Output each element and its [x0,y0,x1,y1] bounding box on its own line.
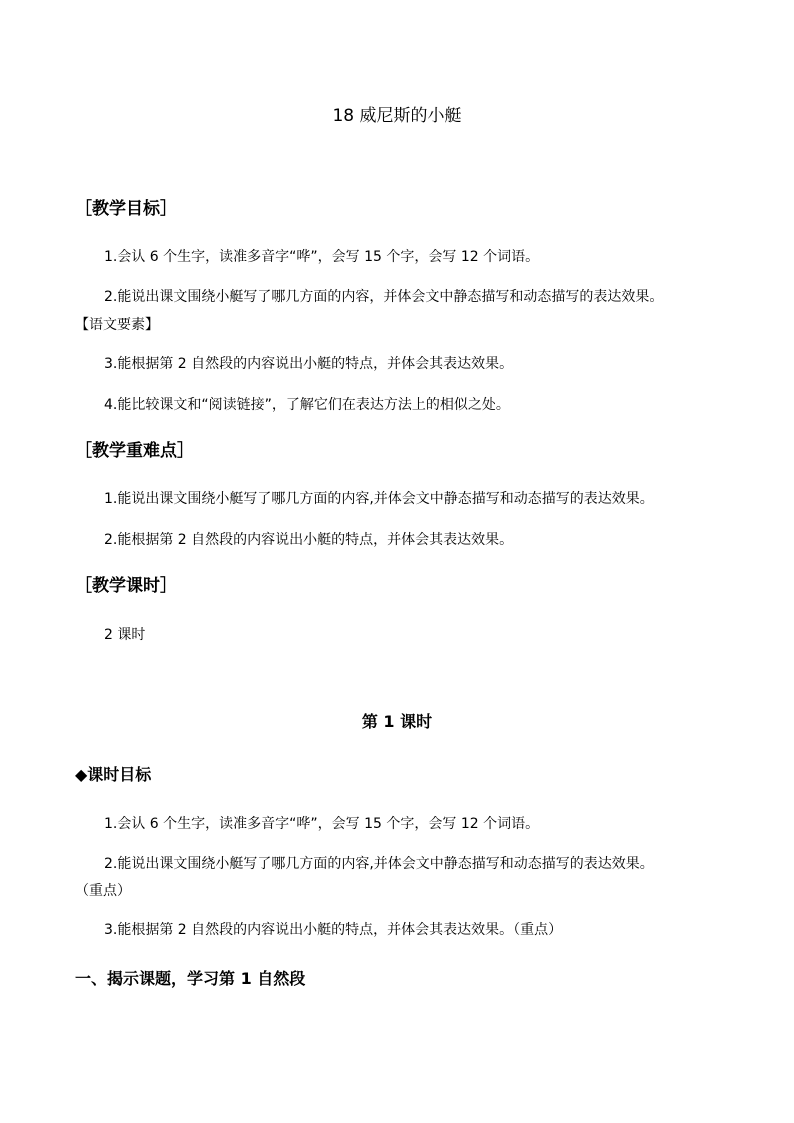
goal-item-2-note: 【语文要素】 [75,317,159,333]
goal-item-4: 4.能比较课文和“阅读链接”，了解它们在表达方法上的相似之处。 [104,397,510,413]
key-point-item-1: 1.能说出课文围绕小艇写了哪几方面的内容,并体会文中静态描写和动态描写的表达效果。 [104,491,654,507]
lesson-goal-item-2: 2.能说出课文围绕小艇写了哪几方面的内容,并体会文中静态描写和动态描写的表达效果。 [104,856,654,872]
lesson-goal-item-3: 3.能根据第 2 自然段的内容说出小艇的特点，并体会其表达效果。（重点） [104,922,563,938]
step-1-heading: 一、揭示课题，学习第 1 自然段 [75,969,306,988]
goal-item-2: 2.能说出课文围绕小艇写了哪几方面的内容，并体会文中静态描写和动态描写的表达效果。 [104,289,664,305]
section-heading-key-points: ［教学重难点］ [75,441,194,461]
document-title: 18 威尼斯的小艇 [332,106,462,126]
lesson-goal-item-2-note: （重点） [75,883,131,899]
key-point-item-2: 2.能根据第 2 自然段的内容说出小艇的特点，并体会其表达效果。 [104,532,514,548]
goal-item-3: 3.能根据第 2 自然段的内容说出小艇的特点，并体会其表达效果。 [104,356,514,372]
lesson-goals-heading: ◆课时目标 [75,765,152,784]
goal-item-1: 1.会认 6 个生字，读准多音字“哗”，会写 15 个字，会写 12 个词语。 [104,249,540,265]
section-heading-teaching-goals: ［教学目标］ [75,199,177,219]
lesson-1-title: 第 1 课时 [361,712,433,731]
teaching-hours-value: 2 课时 [104,627,146,643]
section-heading-teaching-hours: ［教学课时］ [75,576,177,596]
lesson-goal-item-1: 1.会认 6 个生字，读准多音字“哗”，会写 15 个字，会写 12 个词语。 [104,816,540,832]
